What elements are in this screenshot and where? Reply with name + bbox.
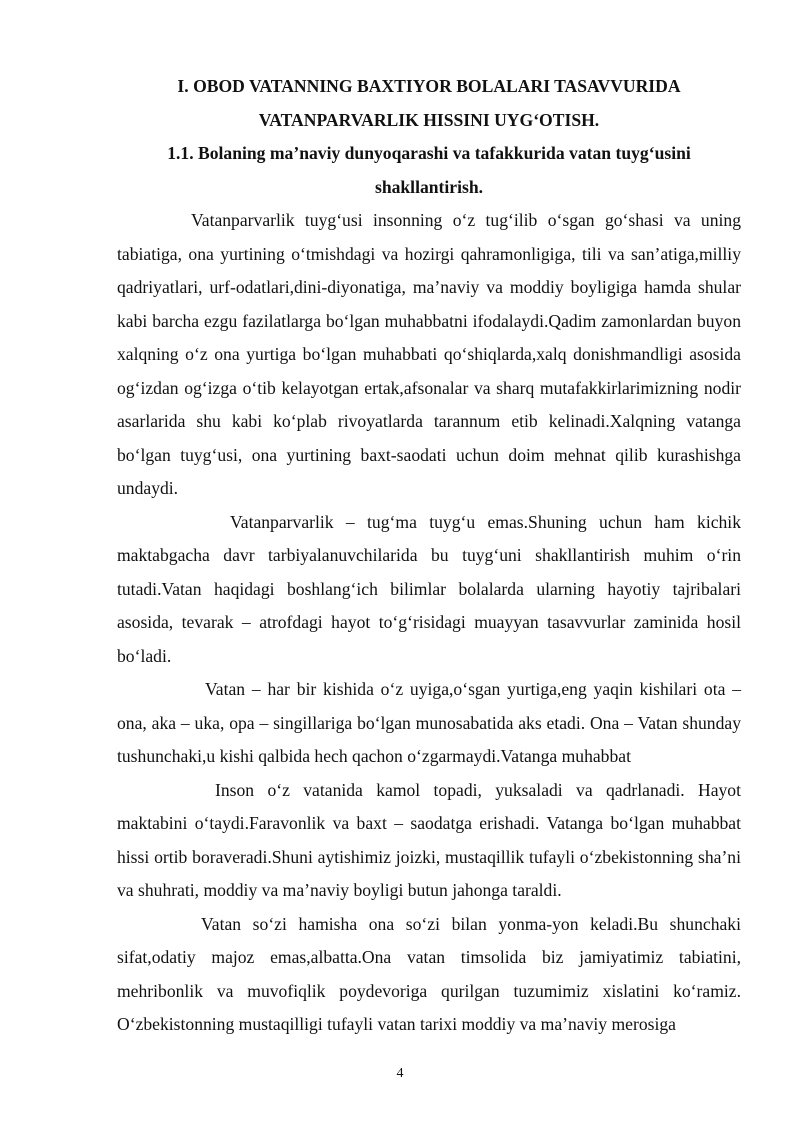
- page-number: 4: [396, 1066, 404, 1081]
- document-page: [117, 70, 741, 1042]
- paragraph-2: Vatanparvarlik – tug‘ma tuyg‘u emas.Shuning uchun ham kichik maktabgacha davr tarbiyalanuvchilarida bu tuyg‘uni shakllantirish muhim o‘rin tutadi.Vatan haqidagi boshlang‘ich bilimlar bolalarda ularning hayotiy tajribalari asosida, tevarak – atrofdagi hayot to‘g‘risidagi muayyan tasavvurlar zaminida hosil bo‘ladi.: [117, 511, 741, 666]
- chapter-title-line-1: I. OBOD VATANNING BAXTIYOR BOLALARI TASAVVURIDA: [177, 76, 681, 96]
- section-title-line-2: shakllantirish.: [374, 176, 484, 197]
- paragraph-4: Inson o‘z vatanida kamol topadi, yuksaladi va qadrlanadi. Hayot maktabini o‘taydi.Faravonlik va baxt – saodatga erishadi. Vatanga bo‘lgan muhabbat hissi ortib boraveradi.Shuni aytishimiz joizki, mustaqillik tufayli o‘zbekistonning sha’ni va shuhrati, moddiy va ma’naviy boyligi butun jahonga taraldi.: [117, 779, 741, 900]
- paragraph-5: Vatan so‘zi hamisha ona so‘zi bilan yonma-yon keladi.Bu shunchaki sifat,odatiy majoz emas,albatta.Ona vatan timsolida biz jamiyatimiz tabiatini, mehribonlik va muvofiqlik poydevoriga qurilgan tuzumimiz xislatini ko‘ramiz. O‘zbekistonning mustaqilligi tufayli vatan tarixi moddiy va ma’naviy merosiga: [117, 913, 741, 1034]
- section-title-line-1: 1.1. Bolaning ma’naviy dunyoqarashi va tafakkurida vatan tuyg‘usini: [167, 143, 691, 163]
- paragraph-3: Vatan – har bir kishida o‘z uyiga,o‘sgan yurtiga,eng yaqin kishilari ota – ona, aka – uka, opa – singillariga bo‘lgan munosabatida aks etadi. Ona – Vatan shunday tushunchaki,u kishi qalbida hech qachon o‘zgarmaydi.Vatanga muhabbat: [117, 679, 741, 766]
- chapter-title-line-2: VATANPARVARLIK HISSINI UYG‘OTISH.: [258, 109, 600, 130]
- paragraph-1: Vatanparvarlik tuyg‘usi insonning o‘z tug‘ilib o‘sgan go‘shasi va uning tabiatiga, ona yurtining o‘tmishdagi va hozirgi qahramonligiga, tili va san’atiga,milliy qadriyatlari, urf-odatlari,dini-diyonatiga, ma’naviy va moddiy boyligiga hamda shular kabi barcha ezgu fazilatlarga bo‘lgan muhabbatni ifodalaydi.Qadim zamonlardan buyon xalqning o‘z ona yurtiga bo‘lgan muhabbati qo‘shiqlarda,xalq donishmandligi asosida og‘izdan og‘izga o‘tib kelayotgan ertak,afsonalar va sharq mutafakkirlarimizning nodir asarlarida shu kabi ko‘plab rivoyatlarda tarannum etib kelinadi.Xalqning vatanga bo‘lgan tuyg‘usi, ona yurtining baxt-saodati uchun doim mehnat qilib kurashishga undaydi.: [117, 210, 741, 498]
